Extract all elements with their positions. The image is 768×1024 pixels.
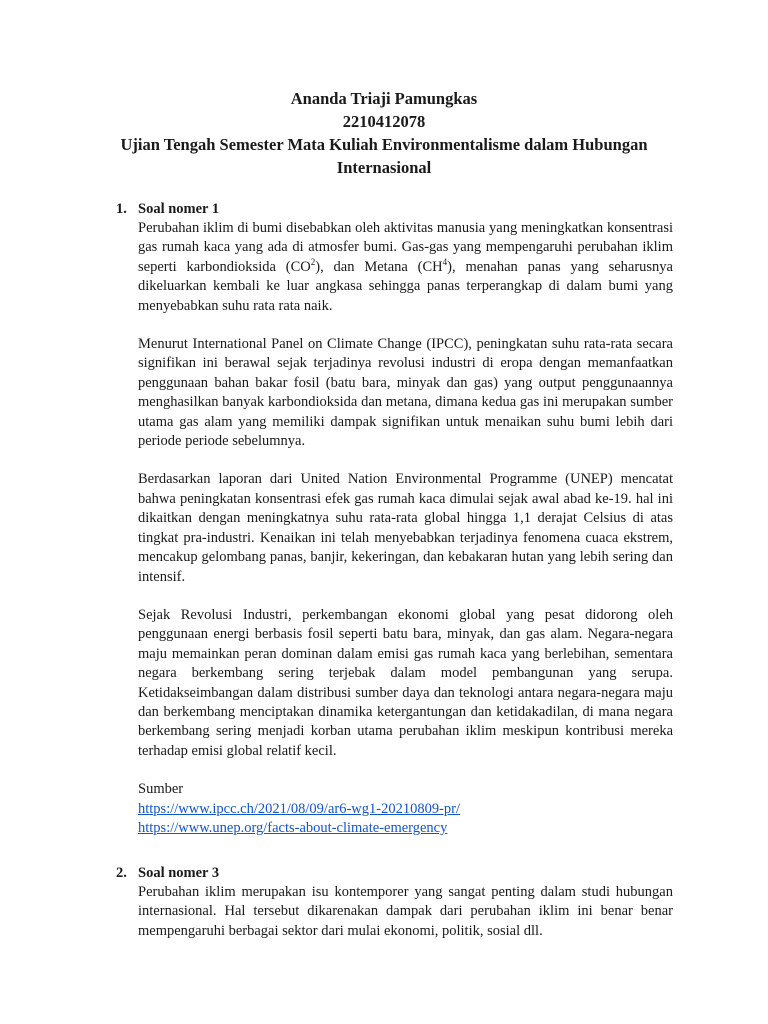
section-1: [116, 199, 673, 839]
document-body: [116, 199, 673, 959]
document-title: Ujian Tengah Semester Mata Kuliah Environmentalisme dalam Hubungan Internasional: [120, 135, 648, 177]
section-number: 1.: [116, 201, 127, 217]
section-title: Soal nomer 3: [138, 864, 220, 881]
author-name: Ananda Triaji Pamungkas: [290, 89, 478, 108]
sources-label: Sumber: [138, 781, 184, 798]
paragraph: Perubahan iklim di bumi disebabkan oleh aktivitas manusia yang meningkatkan konsentrasi gas rumah kaca yang ada di atmosfer bumi. Gas-gas yang mempengaruhi perubahan iklim seperti karbondioksida $(CO^2)$, dan Metana $(CH^4)$, menahan panas yang seharusnya dikeluarkan kembali ke luar angkasa sehingga panas terperangkap di dalam bumi yang menyebabkan suhu rata rata naik.: [138, 220, 673, 314]
paragraph: Berdasarkan laporan dari United Nation Environmental Programme (UNEP) mencatat bahwa peningkatan konsentrasi efek gas rumah kaca dimulai sejak awal abad ke-19. hal ini dikaitkan dengan meningkatnya suhu rata-rata global hingga 1,1 derajat Celsius di atas tingkat pra-industri. Kenaikan ini telah menyebabkan terjadinya fenomena cuaca ekstrem, mencakup gelombang panas, banjir, kekeringan, dan kebakaran hutan yang lebih sering dan intensif.: [138, 471, 673, 585]
paragraph: Sejak Revolusi Industri, perkembangan ekonomi global yang pesat didorong oleh penggunaan energi berbasis fosil seperti batu bara, minyak, dan gas alam. Negara-negara maju memainkan peran dominan dalam emisi gas rumah kaca yang berlebihan, sementara negara berkembang sering terjebak dalam model pembangunan yang serupa. Ketidakseimbangan dalam distribusi sumber daya dan teknologi antara negara-negara maju dan berkembang menciptakan dinamika ketergantungan dan ketidakadilan, di mana negara berkembang sering menjadi korban utama perubahan iklim meskipun kontribusi mereka terhadap emisi global relatif kecil.: [138, 606, 673, 759]
source-link-unep[interactable]: https://www.unep.org/facts-about-climate-emergency: [138, 820, 448, 837]
paragraph: Perubahan iklim merupakan isu kontemporer yang sangat penting dalam studi hubungan internasional. Hal tersebut dikarenakan dampak dari perubahan iklim ini benar benar mempengaruhi berbagai sektor dari mulai ekonomi, politik, sosial dll.: [138, 883, 673, 939]
student-id: 2210412078: [342, 112, 426, 131]
section-number: 2.: [116, 864, 127, 881]
document-header: [0, 87, 768, 179]
paragraph: Menurut International Panel on Climate Change (IPCC), peningkatan suhu rata-rata secara signifikan ini berawal sejak terjadinya revolusi industri di eropa dengan memanfaatkan penggunaan bahan bakar fosil (batu bara, minyak dan gas) yang output penggunaannya menghasilkan banyak karbondioksida dan metana, dimana kedua gas ini merupakan sumber utama gas alam yang memiliki dampak signifikan untuk menaikan suhu bumi lebih dari periode periode sebelumnya.: [138, 336, 673, 450]
source-link-ipcc[interactable]: https://www.ipcc.ch/2021/08/09/ar6-wg1-20210809-pr/: [138, 800, 461, 817]
section-2: [116, 863, 673, 941]
sources-block: [138, 780, 673, 839]
section-title: Soal nomer 1: [138, 201, 220, 217]
